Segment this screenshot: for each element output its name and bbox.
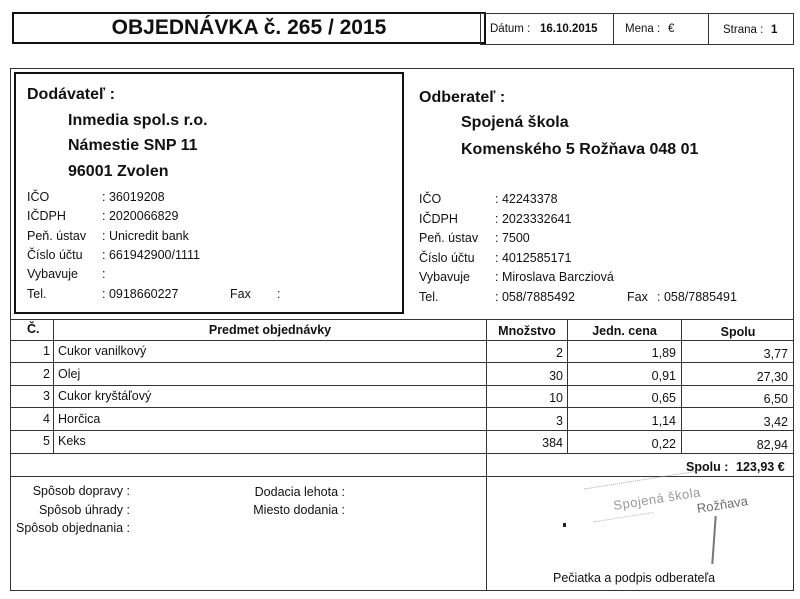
- supplier-account-value: : 661942900/1111: [102, 248, 201, 262]
- payment-label: Spôsob úhrady :: [38, 503, 130, 517]
- table-row-item: Cukor kryštáľový: [58, 389, 152, 403]
- supplier-bank-value: : Unicredit bank: [102, 229, 189, 243]
- date-value: 16.10.2015: [540, 23, 598, 35]
- table-top-line: [10, 319, 794, 320]
- col-header-total: Spolu: [720, 325, 756, 339]
- customer-ico-label: IČO: [419, 192, 442, 206]
- table-row-price: 1,89: [651, 346, 676, 360]
- table-row-line: [10, 430, 794, 431]
- customer-fax-label: Fax: [627, 290, 648, 304]
- supplier-street: Námestie SNP 11: [68, 137, 198, 154]
- table-row-total: 82,94: [756, 438, 788, 452]
- customer-account-label: Číslo účtu: [419, 251, 475, 265]
- signature-divider: [486, 476, 487, 591]
- customer-icdph-value: : 2023332641: [495, 212, 572, 226]
- supplier-city: 96001 Zvolen: [68, 163, 169, 180]
- customer-heading: Odberateľ :: [419, 89, 506, 106]
- currency-label: Mena :: [625, 23, 661, 35]
- supplier-fax-label: Fax: [230, 287, 251, 301]
- currency-value: €: [668, 23, 675, 35]
- table-col-divider: [681, 319, 682, 453]
- order-method-label: Spôsob objednania :: [16, 521, 130, 535]
- stamp-dot: [563, 523, 566, 527]
- table-row-line: [10, 385, 794, 386]
- delivery-term-label: Dodacia lehota :: [254, 485, 345, 499]
- customer-tel-value: : 058/7885492: [495, 290, 575, 304]
- table-row-price: 0,22: [651, 437, 676, 451]
- table-row-line: [10, 407, 794, 408]
- table-row-qty: 3: [556, 414, 563, 428]
- table-bottom-line: [10, 453, 794, 454]
- sum-value: 123,93 €: [736, 460, 785, 474]
- table-col-divider: [53, 319, 54, 453]
- table-row-total: 3,42: [763, 415, 788, 429]
- table-row-qty: 10: [549, 391, 563, 405]
- table-row-item: Horčica: [58, 412, 101, 426]
- supplier-icdph-value: : 2020066829: [102, 209, 179, 223]
- col-header-price: Jedn. cena: [592, 324, 657, 338]
- supplier-handler-label: Vybavuje: [27, 267, 78, 281]
- customer-icdph-label: IČDPH: [419, 212, 458, 226]
- table-row-qty: 2: [556, 346, 563, 360]
- table-row-qty: 30: [549, 369, 563, 383]
- table-row-item: Olej: [58, 367, 81, 381]
- table-row-total: 3,77: [763, 347, 788, 361]
- table-row-qty: 384: [542, 436, 563, 450]
- supplier-fax-value: :: [277, 287, 281, 301]
- table-row-price: 1,14: [651, 414, 676, 428]
- page-label: Strana :: [723, 24, 764, 36]
- delivery-place-label: Miesto dodania :: [253, 503, 345, 517]
- table-col-divider: [567, 319, 568, 453]
- col-header-qty: Množstvo: [498, 324, 556, 338]
- table-header-line: [10, 340, 794, 341]
- col-header-no: Č.: [27, 322, 40, 336]
- customer-tel-label: Tel.: [419, 290, 439, 304]
- date-label: Dátum :: [490, 23, 531, 35]
- customer-account-value: : 4012585171: [495, 251, 572, 265]
- table-row-no: 4: [43, 412, 50, 426]
- document-title: OBJEDNÁVKA č. 265 / 2015: [111, 16, 387, 39]
- table-row-no: 5: [43, 434, 50, 448]
- table-row-item: Keks: [58, 434, 86, 448]
- supplier-ico-value: : 36019208: [102, 190, 165, 204]
- customer-handler-value: : Miroslava Barcziová: [495, 270, 614, 284]
- stamp-line-1: Spojená škola: [612, 484, 702, 514]
- table-row-price: 0,65: [651, 391, 676, 405]
- customer-handler-label: Vybavuje: [419, 270, 470, 284]
- stamp-line-2: Rožňava: [695, 493, 749, 516]
- table-row-no: 2: [43, 367, 50, 381]
- table-row-price: 0,91: [651, 369, 676, 383]
- customer-address: Komenského 5 Rožňava 048 01: [461, 141, 699, 158]
- supplier-tel-label: Tel.: [27, 287, 47, 301]
- table-row-total: 27,30: [756, 370, 788, 384]
- supplier-ico-label: IČO: [27, 190, 50, 204]
- supplier-heading: Dodávateľ :: [27, 86, 115, 103]
- supplier-tel-value: : 0918660227: [102, 287, 179, 301]
- customer-bank-label: Peň. ústav: [419, 231, 479, 245]
- customer-fax-value: : 058/7885491: [657, 290, 737, 304]
- supplier-bank-label: Peň. ústav: [27, 229, 87, 243]
- col-header-item: Predmet objednávky: [208, 323, 332, 337]
- sum-label: Spolu :: [686, 460, 729, 474]
- customer-bank-value: : 7500: [495, 231, 530, 245]
- signature-label: Pečiatka a podpis odberateľa: [553, 571, 716, 585]
- table-row-no: 1: [43, 344, 50, 358]
- customer-name: Spojená škola: [461, 114, 569, 131]
- table-row-item: Cukor vanilkový: [58, 344, 147, 358]
- page-value: 1: [771, 24, 778, 36]
- supplier-handler-value: :: [102, 267, 106, 281]
- customer-ico-value: : 42243378: [495, 192, 558, 206]
- supplier-account-label: Číslo účtu: [27, 248, 83, 262]
- table-row-line: [10, 362, 794, 363]
- table-row-no: 3: [43, 389, 50, 403]
- transport-label: Spôsob dopravy :: [32, 484, 130, 498]
- supplier-icdph-label: IČDPH: [27, 209, 66, 223]
- table-row-total: 6,50: [763, 392, 788, 406]
- supplier-name: Inmedia spol.s r.o.: [68, 112, 208, 129]
